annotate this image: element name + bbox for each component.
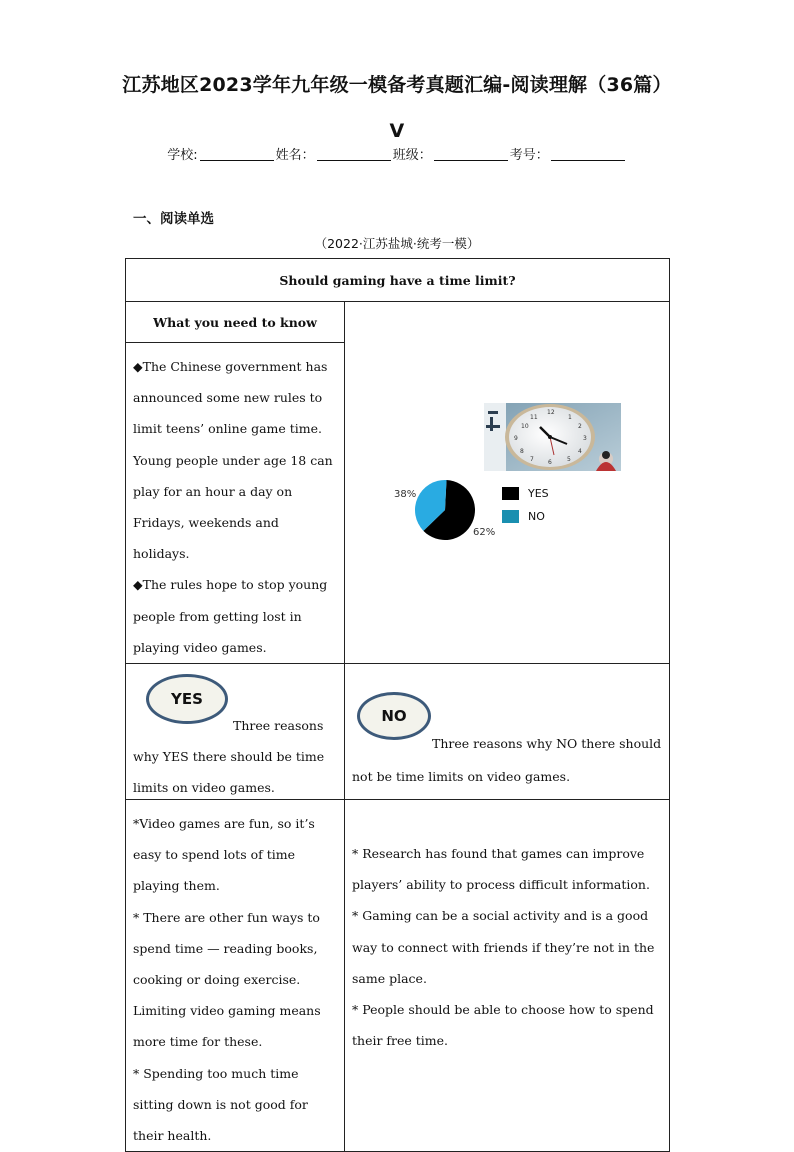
- legend-label-yes: YES: [528, 487, 549, 500]
- student-info-line: [0, 144, 794, 163]
- know-text-cell: [126, 343, 345, 664]
- yes-badge: YES: [146, 674, 228, 724]
- legend-swatch-yes: [502, 487, 519, 500]
- svg-text:1: 1: [568, 414, 572, 421]
- no-intro-text: Three reasons why NO there should not be time limits on video games.: [352, 736, 662, 785]
- reading-table: [125, 258, 670, 1152]
- legend-label-no: NO: [528, 510, 545, 523]
- svg-text:3: 3: [583, 435, 587, 442]
- chart-cell: [345, 302, 670, 664]
- question-source: （2022·江苏盐城·统考一模）: [314, 236, 480, 251]
- know-heading: What you need to know: [126, 302, 345, 343]
- know-paragraph: ◆The Chinese government has announced some new rules to limit teens’ online game time. Young people under age 18 can play for an hour a day on Fridays, weekends and holidays.: [133, 359, 333, 562]
- svg-text:8: 8: [520, 448, 524, 455]
- no-reason: * Research has found that games can improve players’ ability to process difficult information.: [352, 846, 650, 893]
- name-label: 姓名：: [275, 148, 315, 163]
- class-blank[interactable]: [434, 146, 508, 161]
- svg-text:9: 9: [514, 435, 518, 442]
- pie-chart: [385, 467, 605, 552]
- no-reason: * Gaming can be a social activity and is a good way to connect with friends if they’re not in the same place.: [352, 908, 655, 986]
- yes-reason: *Video games are fun, so it’s easy to spend lots of time playing them.: [133, 816, 315, 894]
- pie-label-no: 38%: [394, 489, 417, 500]
- yes-intro-cell: [126, 664, 345, 800]
- exam-number-label: 考号：: [509, 148, 549, 163]
- yes-reason: * Spending too much time sitting down is not good for their health.: [133, 1065, 308, 1144]
- svg-text:4: 4: [578, 448, 582, 455]
- legend-swatch-no: [502, 510, 519, 523]
- section-heading: 一、阅读单选: [133, 211, 214, 227]
- yes-reason: * There are other fun ways to spend time — reading books, cooking or doing exercise. Limiting video gaming means more time for these.: [133, 909, 321, 1050]
- no-reasons-cell: [345, 800, 670, 1152]
- no-intro-cell: [345, 664, 670, 800]
- exam-number-blank[interactable]: [551, 146, 625, 161]
- svg-text:5: 5: [567, 456, 571, 463]
- svg-text:10: 10: [521, 423, 529, 430]
- svg-text:2: 2: [578, 423, 582, 430]
- table-header: Should gaming have a time limit?: [126, 259, 670, 302]
- svg-text:12: 12: [547, 409, 555, 416]
- svg-text:6: 6: [548, 459, 552, 466]
- yes-reasons-cell: [126, 800, 345, 1152]
- svg-text:7: 7: [530, 456, 534, 463]
- school-blank[interactable]: [200, 146, 274, 161]
- clock-image: [484, 403, 621, 471]
- svg-text:11: 11: [530, 414, 538, 421]
- pie-chart-svg: [385, 467, 495, 552]
- no-badge: NO: [357, 692, 431, 740]
- no-reason: * People should be able to choose how to spend their free time.: [352, 1002, 654, 1049]
- know-paragraph: ◆The rules hope to stop young people from getting lost in playing video games.: [133, 577, 328, 655]
- school-label: 学校:: [167, 148, 198, 163]
- document-title: 江苏地区2023学年九年级一模备考真题汇编-阅读理解（36篇）V: [122, 74, 672, 142]
- clock-icon: [484, 403, 621, 471]
- class-label: 班级：: [392, 148, 432, 163]
- name-blank[interactable]: [317, 146, 391, 161]
- pie-label-yes: 62%: [473, 527, 496, 538]
- yes-intro-text: Three reasons why YES there should be time limits on video games.: [133, 718, 325, 796]
